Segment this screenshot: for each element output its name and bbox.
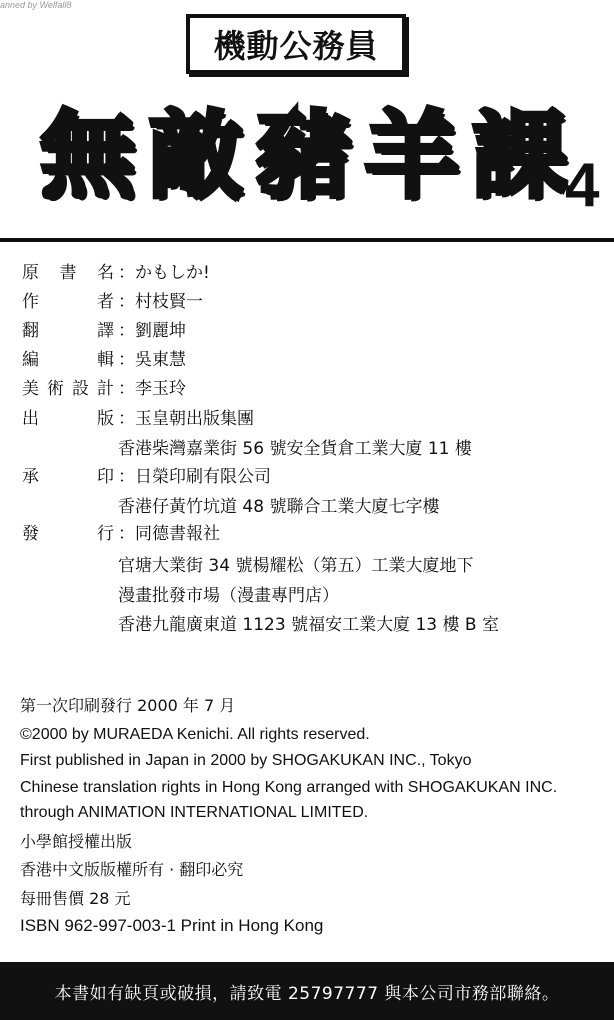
volume-number: 4	[565, 151, 600, 220]
credit-value: ：かもしか!	[118, 263, 210, 283]
rights-reserved-line: 香港中文版版權所有 · 翻印必究	[20, 860, 244, 879]
first-printing: 第一次印刷發行 2000 年 7 月	[20, 696, 236, 715]
credit-address: 官塘大業街 34 號楊耀松（第五）工業大廈地下	[118, 556, 474, 576]
title-char: 敵	[148, 102, 243, 211]
translation-rights-line: Chinese translation rights in Hong Kong arranged with SHOGAKUKAN INC.	[20, 779, 558, 796]
title-char: 課	[472, 102, 567, 211]
footer-notice-bar	[0, 962, 614, 1020]
isbn-line: ISBN 962-997-003-1 Print in Hong Kong	[20, 916, 324, 935]
credit-address: 香港九龍廣東道 1123 號福安工業大廈 13 樓 B 室	[118, 615, 499, 635]
credit-value: ：村枝賢一	[118, 292, 203, 312]
credit-value: ：李玉玲	[118, 379, 186, 399]
credit-value: ：日榮印刷有限公司	[118, 467, 271, 487]
credit-value: ：劉麗坤	[118, 321, 186, 341]
main-title	[40, 92, 568, 222]
credit-address: 漫畫批發市場（漫畫專門店）	[118, 586, 339, 606]
footer-notice: 本書如有缺頁或破損，請致電 25797777 與本公司市務部聯絡。	[54, 983, 560, 1004]
licensing-agent-line: through ANIMATION INTERNATIONAL LIMITED.	[20, 804, 369, 821]
title-divider	[0, 238, 614, 242]
credit-address: 香港仔黃竹坑道 48 號聯合工業大廈七字樓	[118, 497, 440, 517]
credit-value: ：吳東慧	[118, 350, 186, 370]
credit-label: 編 輯	[22, 350, 114, 370]
credit-label: 作 者	[22, 292, 114, 312]
credit-label: 出 版	[22, 409, 114, 429]
series-subtitle: 機動公務員	[186, 14, 406, 74]
price-line: 每冊售價 28 元	[20, 889, 131, 908]
credit-label: 原 書 名	[22, 263, 114, 283]
credit-value: ：玉皇朝出版集團	[118, 409, 254, 429]
first-published-line: First published in Japan in 2000 by SHOGAKUKAN INC., Tokyo	[20, 752, 472, 769]
scan-credit: anned by Welfall8	[0, 0, 72, 10]
title-char: 羊	[364, 102, 459, 211]
credit-value: ：同德書報社	[118, 524, 220, 544]
credit-label: 發 行	[22, 524, 114, 544]
credit-label: 翻 譯	[22, 321, 114, 341]
credit-address: 香港柴灣嘉業街 56 號安全貨倉工業大廈 11 樓	[118, 439, 472, 459]
credit-label: 承 印	[22, 467, 114, 487]
credit-label: 美 術 設 計	[22, 379, 114, 399]
authorized-line: 小學館授權出版	[20, 832, 133, 851]
copyright-line: ©2000 by MURAEDA Kenichi. All rights reserved.	[20, 726, 370, 743]
title-char: 豬	[256, 102, 351, 211]
title-char: 無	[40, 102, 135, 211]
